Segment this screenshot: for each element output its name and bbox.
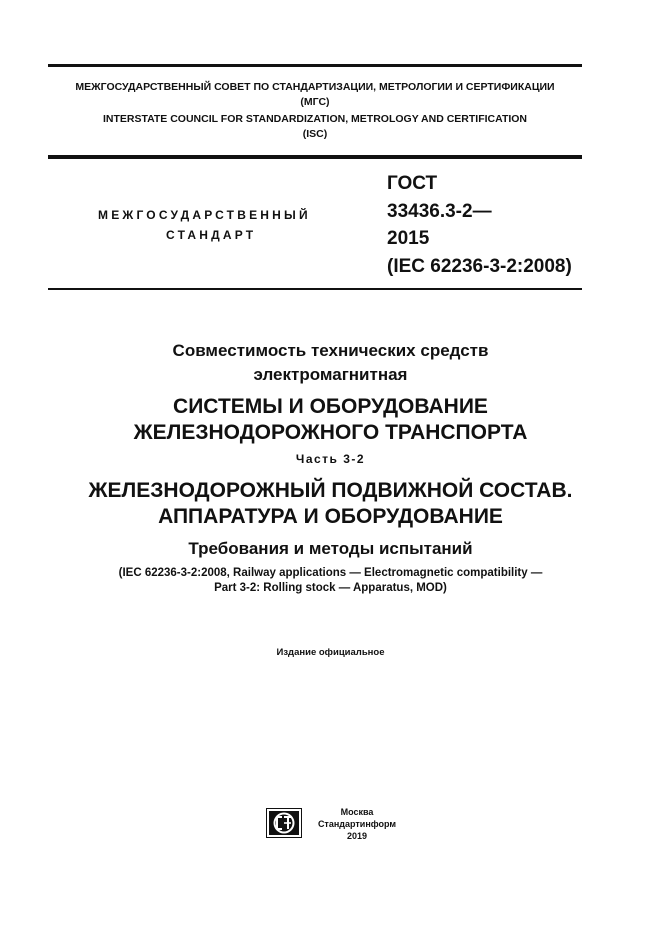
gost-number: 33436.3-2— [387, 201, 492, 222]
subject-line2: электромагнитная [253, 365, 408, 384]
publisher-year: 2019 [346, 831, 368, 841]
iec-reference-line1: (IEC 62236-3-2:2008, Railway applications — Electromagnetic compatibility — [118, 567, 543, 579]
top-rule [48, 64, 582, 67]
part-title-line2: АППАРАТУРА И ОБОРУДОВАНИЕ [158, 505, 503, 528]
publisher-city: Москва [340, 807, 374, 817]
gost-year: 2015 [387, 228, 430, 249]
council-name-en: INTERSTATE COUNCIL FOR STANDARDIZATION, METROLOGY AND CERTIFICATION [102, 113, 528, 125]
subject-line1: Совместимость технических средств [172, 341, 489, 360]
header-rule [48, 155, 582, 159]
designation-rule [48, 288, 582, 290]
requirements-title: Требования и методы испытаний [188, 539, 473, 558]
standard-type-line2: СТАНДАРТ [166, 228, 257, 242]
council-abbr-ru: (МГС) [300, 96, 330, 108]
council-abbr-en: (ISC) [302, 128, 328, 140]
publisher-name: Стандартинформ [317, 819, 397, 829]
official-edition: Издание официальное [276, 647, 385, 658]
part-title-line1: ЖЕЛЕЗНОДОРОЖНЫЙ ПОДВИЖНОЙ СОСТАВ. [88, 479, 573, 502]
main-title-line2: ЖЕЛЕЗНОДОРОЖНОГО ТРАНСПОРТА [133, 421, 528, 444]
main-title-line1: СИСТЕМЫ И ОБОРУДОВАНИЕ [173, 395, 488, 418]
gost-label: ГОСТ [387, 173, 438, 194]
part-label: Часть 3-2 [295, 452, 366, 466]
iec-designation: (IEC 62236-3-2:2008) [387, 256, 572, 277]
standartinform-logo-icon [266, 808, 302, 838]
council-name-ru: МЕЖГОСУДАРСТВЕННЫЙ СОВЕТ ПО СТАНДАРТИЗАЦИИ, МЕТРОЛОГИИ И СЕРТИФИКАЦИИ [75, 81, 555, 93]
standard-type-line1: МЕЖГОСУДАРСТВЕННЫЙ [98, 208, 311, 222]
iec-reference-line2: Part 3-2: Rolling stock — Apparatus, MOD) [214, 582, 447, 594]
